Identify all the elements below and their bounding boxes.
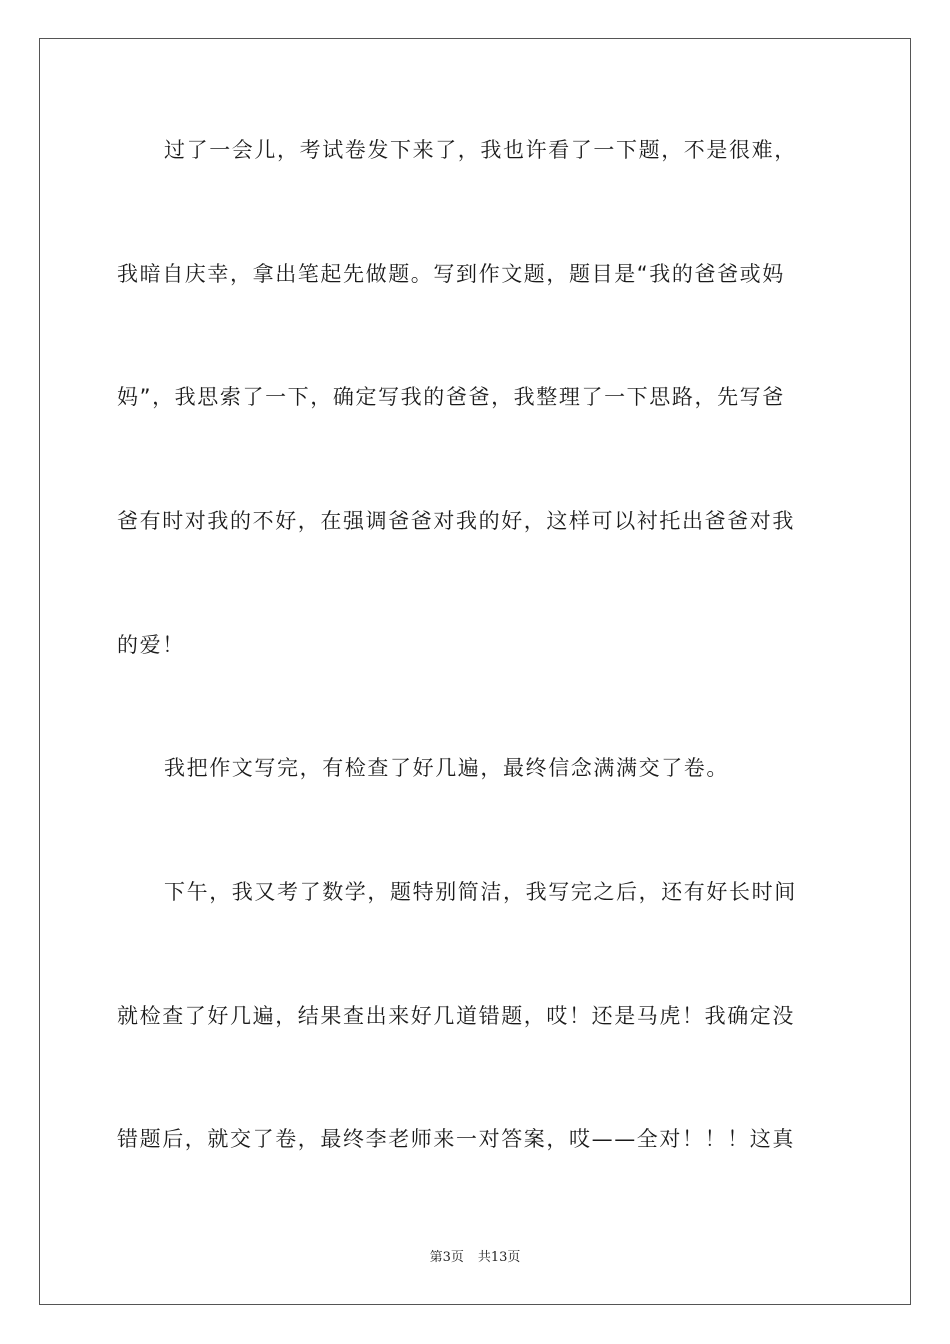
text-line-9: 错题后，就交了卷，最终李老师来一对答案，哎——全对！！！这真 [117,1127,795,1151]
text-line-8: 就检查了好几遍，结果查出来好几道错题，哎！还是马虎！我确定没 [117,1004,795,1028]
text-line-6: 我把作文写完，有检查了好几遍，最终信念满满交了卷。 [164,756,729,780]
page-border [39,38,911,1305]
text-line-1: 过了一会儿，考试卷发下来了，我也许看了一下题，不是很难， [164,138,797,162]
text-line-7: 下午，我又考了数学，题特别简洁，我写完之后，还有好长时间 [164,880,797,904]
text-line-5: 的爱！ [117,633,185,657]
text-line-2: 我暗自庆幸，拿出笔起先做题。写到作文题，题目是“我的爸爸或妈 [117,262,785,286]
page-footer [0,1246,950,1265]
text-line-4: 爸有时对我的不好，在强调爸爸对我的好，这样可以衬托出爸爸对我 [117,509,795,533]
page-number: 第3页 [429,1250,464,1265]
page-total: 共13页 [477,1250,521,1265]
text-line-3: 妈”，我思索了一下，确定写我的爸爸，我整理了一下思路，先写爸 [117,385,785,409]
